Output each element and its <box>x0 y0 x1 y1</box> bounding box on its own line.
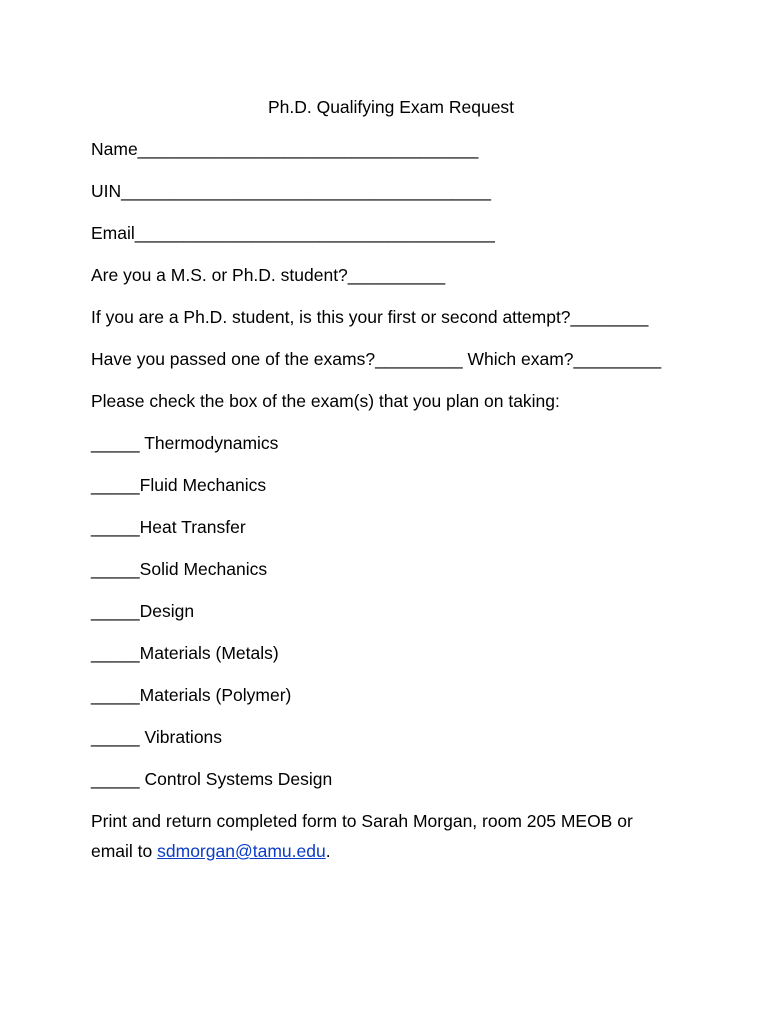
email-prefix: email to <box>91 841 158 861</box>
exam-option-heat-transfer[interactable]: _____Heat Transfer <box>91 517 246 537</box>
exam-option-thermodynamics[interactable]: _____ Thermodynamics <box>91 433 279 453</box>
name-field[interactable]: Name___________________________________ <box>91 139 479 159</box>
return-email-line <box>91 840 331 862</box>
attempt-question[interactable]: If you are a Ph.D. student, is this your first or second attempt?________ <box>91 307 649 327</box>
exam-option-solid-mechanics[interactable]: _____Solid Mechanics <box>91 559 268 579</box>
exam-option-materials-metals[interactable]: _____Materials (Metals) <box>91 643 279 663</box>
exam-option-vibrations[interactable]: _____ Vibrations <box>91 727 223 747</box>
exam-option-design[interactable]: _____Design <box>91 601 195 621</box>
email-field[interactable]: Email_____________________________________ <box>91 223 495 243</box>
email-link[interactable]: sdmorgan@tamu.edu <box>157 841 326 861</box>
email-suffix: . <box>325 841 331 861</box>
uin-field[interactable]: UIN______________________________________ <box>91 181 491 201</box>
exam-instruction: Please check the box of the exam(s) that you plan on taking: <box>91 391 560 411</box>
degree-question[interactable]: Are you a M.S. or Ph.D. student?__________ <box>91 265 446 285</box>
exam-option-fluid-mechanics[interactable]: _____Fluid Mechanics <box>91 475 267 495</box>
passed-exam-question[interactable]: Have you passed one of the exams?_________ Which exam?_________ <box>91 349 662 369</box>
form-title: Ph.D. Qualifying Exam Request <box>267 97 515 117</box>
exam-option-materials-polymer[interactable]: _____Materials (Polymer) <box>91 685 292 705</box>
exam-option-control-systems-design[interactable]: _____ Control Systems Design <box>91 769 333 789</box>
return-instructions: Print and return completed form to Sarah Morgan, room 205 MEOB or <box>91 811 633 831</box>
